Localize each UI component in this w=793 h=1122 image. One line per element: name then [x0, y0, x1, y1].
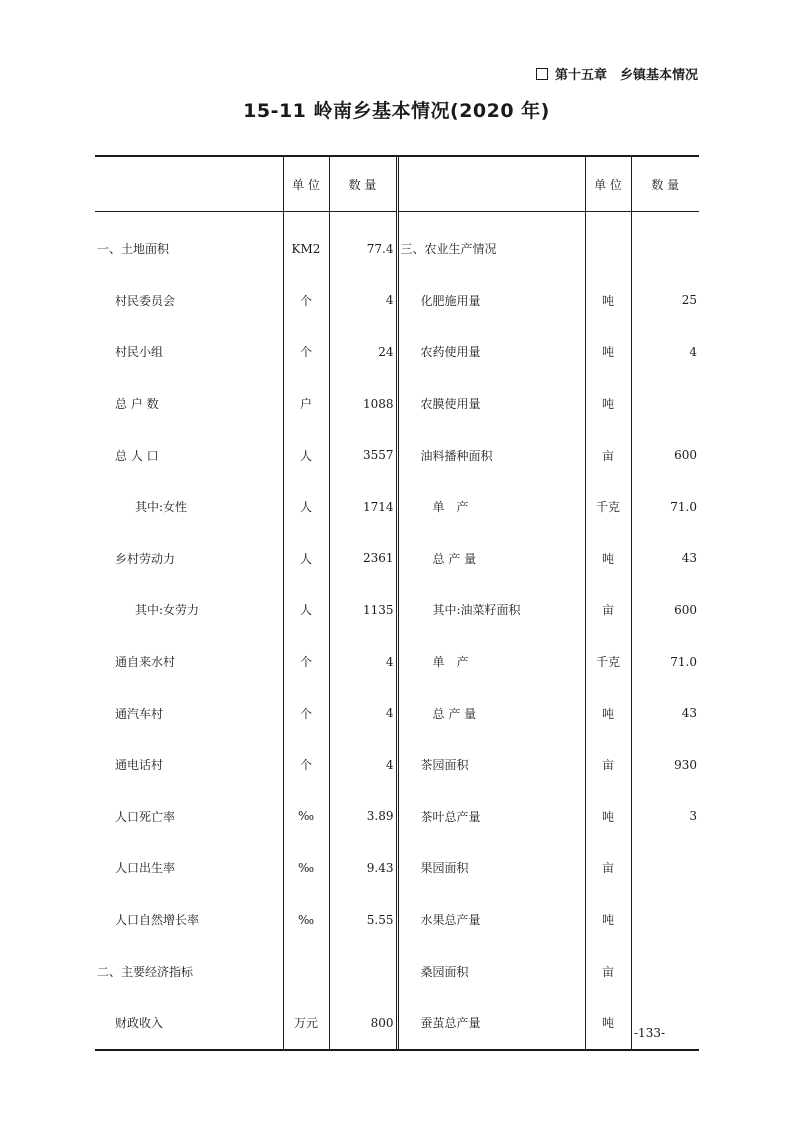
table-row — [95, 945, 699, 997]
left-item-value: 1135 — [329, 584, 397, 636]
header-cell-left-value: 数 量 — [329, 157, 397, 212]
right-item-unit — [585, 212, 631, 275]
right-item-unit: 亩 — [585, 739, 631, 791]
left-item-value: 9.43 — [329, 842, 397, 894]
left-item-name: 总 人 口 — [115, 448, 159, 463]
table-row — [95, 584, 699, 636]
left-item-unit: 万元 — [283, 997, 329, 1049]
left-item-name: 通汽车村 — [115, 706, 164, 721]
table-row — [95, 481, 699, 533]
table-row — [95, 894, 699, 946]
right-item-value: 4 — [631, 326, 699, 378]
left-item-unit: 人 — [283, 584, 329, 636]
left-item-value: 2361 — [329, 533, 397, 585]
right-item-name: 单 产 — [397, 636, 585, 688]
left-item-name: 人口自然增长率 — [115, 913, 200, 928]
left-item-value: 3.89 — [329, 791, 397, 843]
left-item-value — [329, 945, 397, 997]
left-item-unit: 个 — [283, 687, 329, 739]
left-item-name: 人口出生率 — [115, 861, 176, 876]
right-item-name: 油料播种面积 — [397, 429, 585, 481]
left-item-value: 1714 — [329, 481, 397, 533]
left-item-name: 财政收入 — [115, 1016, 164, 1031]
left-item-unit: ‰ — [283, 791, 329, 843]
table-row — [95, 739, 699, 791]
left-item-value: 800 — [329, 997, 397, 1049]
header-cell-left-item — [95, 157, 283, 212]
right-item-unit: 吨 — [585, 997, 631, 1049]
right-item-value: 71.0 — [631, 481, 699, 533]
right-item-unit: 吨 — [585, 275, 631, 327]
left-item-unit: 个 — [283, 636, 329, 688]
right-item-unit: 亩 — [585, 429, 631, 481]
right-item-value — [631, 894, 699, 946]
left-item-value: 4 — [329, 636, 397, 688]
left-item-unit: 个 — [283, 275, 329, 327]
left-item-name: 二、主要经济指标 — [97, 964, 194, 979]
table-row — [95, 636, 699, 688]
right-item-name: 桑园面积 — [397, 945, 585, 997]
right-item-name: 茶叶总产量 — [397, 791, 585, 843]
right-item-name: 其中:油菜籽面积 — [397, 584, 585, 636]
left-item-name: 村民委员会 — [115, 293, 176, 308]
chapter-header — [536, 64, 698, 83]
right-item-value — [631, 997, 699, 1049]
right-item-value: 43 — [631, 687, 699, 739]
right-item-name: 农膜使用量 — [397, 378, 585, 430]
table-row — [95, 212, 699, 275]
header-cell-right-value: 数 量 — [631, 157, 699, 212]
table-row — [95, 326, 699, 378]
table-header-row — [95, 157, 699, 212]
chapter-title: 第十五章 乡镇基本情况 — [554, 68, 698, 83]
left-item-value: 1088 — [329, 378, 397, 430]
right-item-unit: 亩 — [585, 842, 631, 894]
right-item-name: 总 产 量 — [397, 533, 585, 585]
left-item-name: 乡村劳动力 — [115, 551, 176, 566]
table-row — [95, 429, 699, 481]
right-item-value — [631, 212, 699, 275]
table-row — [95, 533, 699, 585]
right-item-unit: 亩 — [585, 584, 631, 636]
right-item-value — [631, 842, 699, 894]
left-item-unit: ‰ — [283, 842, 329, 894]
right-item-value: 43 — [631, 533, 699, 585]
right-item-unit: 吨 — [585, 687, 631, 739]
left-item-name: 总 户 数 — [115, 397, 159, 412]
left-item-name: 通电话村 — [115, 758, 164, 773]
page-number: -133- — [634, 1026, 666, 1040]
right-item-name: 总 产 量 — [397, 687, 585, 739]
right-item-value: 930 — [631, 739, 699, 791]
right-item-value: 25 — [631, 275, 699, 327]
left-item-name: 一、土地面积 — [97, 242, 170, 257]
right-item-value — [631, 378, 699, 430]
right-item-unit: 吨 — [585, 791, 631, 843]
right-item-name: 蚕茧总产量 — [397, 997, 585, 1049]
table-row — [95, 687, 699, 739]
left-item-name: 人口死亡率 — [115, 809, 176, 824]
right-item-name: 单 产 — [397, 481, 585, 533]
stats-table-container — [95, 155, 699, 1051]
right-item-unit: 吨 — [585, 894, 631, 946]
right-item-name: 果园面积 — [397, 842, 585, 894]
right-item-value: 71.0 — [631, 636, 699, 688]
left-item-unit: 个 — [283, 326, 329, 378]
left-item-unit — [283, 945, 329, 997]
left-item-value: 4 — [329, 739, 397, 791]
left-item-unit: 人 — [283, 533, 329, 585]
right-item-name: 茶园面积 — [397, 739, 585, 791]
table-row — [95, 842, 699, 894]
left-item-unit: 人 — [283, 481, 329, 533]
left-item-value: 5.55 — [329, 894, 397, 946]
right-item-value: 600 — [631, 429, 699, 481]
left-item-value: 77.4 — [329, 212, 397, 275]
right-item-unit: 吨 — [585, 326, 631, 378]
right-item-value: 3 — [631, 791, 699, 843]
left-item-value: 4 — [329, 275, 397, 327]
left-item-unit: KM2 — [283, 212, 329, 275]
left-item-name: 其中:女性 — [135, 500, 188, 515]
table-body — [95, 212, 699, 1049]
left-item-unit: ‰ — [283, 894, 329, 946]
stats-table — [95, 157, 699, 1049]
right-item-name: 水果总产量 — [397, 894, 585, 946]
left-item-unit: 个 — [283, 739, 329, 791]
header-cell-right-unit: 单 位 — [585, 157, 631, 212]
right-item-unit: 千克 — [585, 636, 631, 688]
right-item-name: 农药使用量 — [397, 326, 585, 378]
table-row — [95, 378, 699, 430]
left-item-name: 其中:女劳力 — [135, 603, 200, 618]
right-item-unit: 千克 — [585, 481, 631, 533]
table-row — [95, 997, 699, 1049]
right-item-value — [631, 945, 699, 997]
right-item-name: 三、农业生产情况 — [397, 212, 585, 275]
square-icon — [536, 68, 548, 80]
right-item-name: 化肥施用量 — [397, 275, 585, 327]
right-item-unit: 吨 — [585, 378, 631, 430]
page-title: 15-11 岭南乡基本情况(2020 年) — [243, 100, 550, 122]
header-cell-right-item — [397, 157, 585, 212]
left-item-value: 4 — [329, 687, 397, 739]
left-item-value: 24 — [329, 326, 397, 378]
left-item-name: 通自来水村 — [115, 655, 176, 670]
left-item-unit: 户 — [283, 378, 329, 430]
right-item-value: 600 — [631, 584, 699, 636]
right-item-unit: 吨 — [585, 533, 631, 585]
left-item-value: 3557 — [329, 429, 397, 481]
table-row — [95, 791, 699, 843]
left-item-name: 村民小组 — [115, 345, 164, 360]
header-cell-left-unit: 单 位 — [283, 157, 329, 212]
table-row — [95, 275, 699, 327]
left-item-unit: 人 — [283, 429, 329, 481]
right-item-unit: 亩 — [585, 945, 631, 997]
